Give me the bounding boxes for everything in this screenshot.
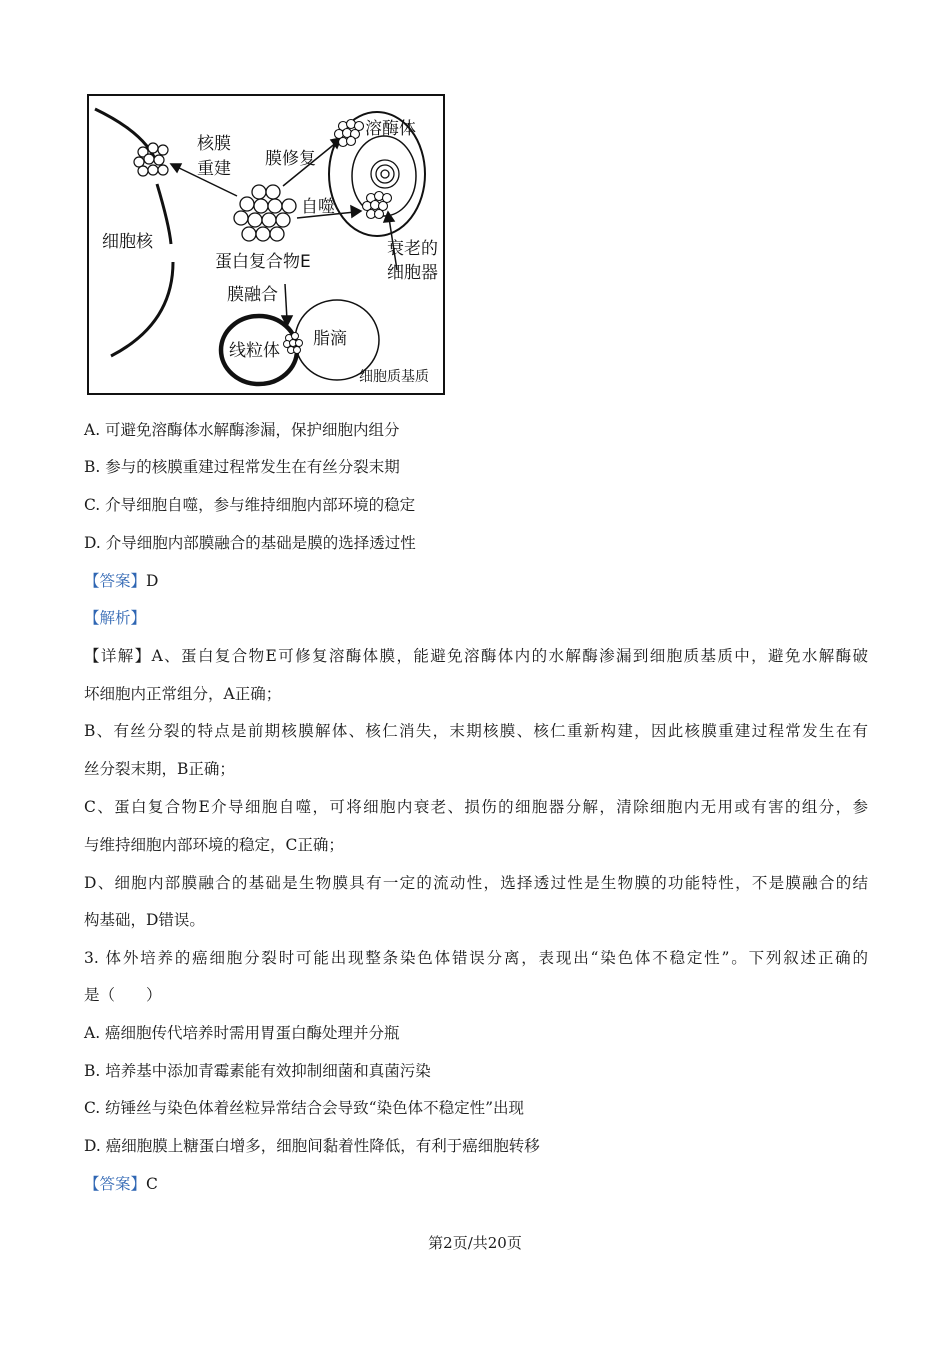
answer-tag: 【答案】 [84, 1175, 147, 1193]
label-nuclear-rebuild-2: 重建 [197, 159, 231, 179]
q2-option-d: D. 介导细胞内部膜融合的基础是膜的选择透过性 [84, 534, 416, 552]
page-footer: 第2页/共20页 [428, 1234, 522, 1252]
cell-diagram [87, 94, 445, 395]
q2-option-c: C. 介导细胞自噬，参与维持细胞内部环境的稳定 [84, 496, 416, 514]
q2-detail-line-5: C、蛋白复合物E介导细胞自噬，可将细胞内衰老、损伤的细胞器分解，清除细胞内无用或有害的组分，参 [84, 798, 868, 816]
q2-analysis-tag: 【解析】 [84, 609, 147, 627]
q3-option-c: C. 纺锤丝与染色体着丝粒异常结合会导致“染色体不稳定性”出现 [84, 1099, 525, 1117]
label-mitochondria: 线粒体 [229, 341, 280, 361]
q3-option-d: D. 癌细胞膜上糖蛋白增多，细胞间黏着性降低，有利于癌细胞转移 [84, 1137, 540, 1155]
q2-detail-line-8: 构基础，D错误。 [84, 911, 205, 929]
q2-answer [84, 571, 158, 591]
label-aging-organelle-2: 细胞器 [387, 263, 438, 283]
label-nucleus: 细胞核 [102, 232, 153, 252]
label-membrane-repair: 膜修复 [265, 149, 316, 169]
answer-tag: 【答案】 [84, 572, 147, 590]
answer-value: D [146, 572, 159, 590]
q3-stem-line-1: 3. 体外培养的癌细胞分裂时可能出现整条染色体错误分离，表现出“染色体不稳定性”。下列叙述正确的 [84, 949, 868, 967]
q2-detail-line-6: 与维持细胞内部环境的稳定，C正确； [84, 836, 344, 854]
label-protein-complex: 蛋白复合物E [215, 252, 311, 272]
detail-text: A、蛋白复合物E可修复溶酶体膜，能避免溶酶体内的水解酶渗漏到细胞质基质中，避免水解酶破 [151, 647, 868, 665]
q2-detail-line-3: B、有丝分裂的特点是前期核膜解体、核仁消失，末期核膜、核仁重新构建，因此核膜重建过程常发生在有 [84, 722, 868, 740]
q2-detail-line-2: 坏细胞内正常组分，A正确； [84, 685, 282, 703]
q3-answer [84, 1174, 158, 1194]
q3-option-a: A. 癌细胞传代培养时需用胃蛋白酶处理并分瓶 [84, 1024, 400, 1042]
label-autophagy: 自噬 [301, 197, 335, 217]
detail-tag: 【详解】 [84, 647, 152, 665]
q2-detail-line-4: 丝分裂末期，B正确； [84, 760, 235, 778]
q2-detail-line-1 [84, 646, 868, 666]
q2-detail-line-7: D、细胞内部膜融合的基础是生物膜具有一定的流动性，选择透过性是生物膜的功能特性，不是膜融合的结 [84, 874, 868, 892]
answer-value: C [146, 1175, 158, 1193]
q2-option-a: A. 可避免溶酶体水解酶渗漏，保护细胞内组分 [84, 421, 400, 439]
q3-option-b: B. 培养基中添加青霉素能有效抑制细菌和真菌污染 [84, 1062, 431, 1080]
label-membrane-fusion: 膜融合 [227, 285, 278, 305]
label-lipid-droplet: 脂滴 [313, 329, 347, 349]
label-cytoplasm-matrix: 细胞质基质 [359, 369, 429, 385]
q3-stem-line-2: 是（ ） [84, 986, 162, 1004]
label-lysosome: 溶酶体 [365, 119, 416, 139]
label-nuclear-rebuild-1: 核膜 [197, 134, 231, 154]
q2-option-b: B. 参与的核膜重建过程常发生在有丝分裂末期 [84, 458, 400, 476]
label-aging-organelle-1: 衰老的 [387, 239, 438, 259]
